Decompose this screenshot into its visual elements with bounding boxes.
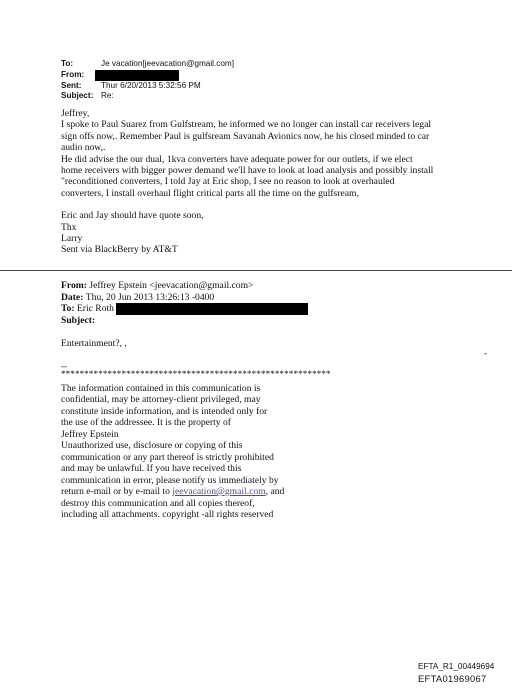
subject-value: Re: (101, 91, 114, 101)
signature-separator: -- (61, 361, 67, 371)
disclaimer-line: the use of the addressee. It is the property of (61, 417, 231, 429)
disclaimer-line: confidential, may be attorney-client privileged, may (61, 394, 261, 406)
date-value: Thu, 20 Jun 2013 13:26:13 -0400 (85, 291, 215, 303)
subject-row (61, 91, 234, 102)
closing-line: Thx (61, 221, 77, 233)
to-value: Eric Roth (76, 303, 114, 315)
date-row (61, 292, 308, 304)
body-line: I spoke to Paul Suarez from Gulfstream, he informed we no longer can install car receivers legal (61, 119, 432, 131)
body-line: converters, I install overhaul flight critical parts all the time on the gulfsream, (61, 187, 359, 199)
disclaimer-line: communication in error, please notify us immediately by (61, 474, 279, 486)
disclaimer-line: including all attachments. copyright -all rights reserved (61, 508, 274, 520)
from-row (61, 280, 308, 292)
sent-value: Thur 6/20/2013 5:32:56 PM (101, 80, 201, 90)
body-line: "reconditioned converters, I told Jay at Eric shop, I see no reason to look at overhauled (61, 176, 395, 188)
sent-row (61, 81, 234, 92)
closing-line: Larry (61, 233, 83, 245)
from-label: From: (61, 69, 85, 79)
stray-mark: - (484, 348, 487, 358)
to-label: To: (61, 59, 74, 68)
subject-row (61, 315, 308, 327)
to-row (61, 303, 308, 315)
disclaimer-line: The information contained in this communication is (61, 383, 261, 394)
email-header-reply (61, 59, 234, 102)
date-label: Date: (61, 291, 84, 303)
disclaimer-line: constitute inside information, and is intended only for (61, 405, 268, 417)
body-line: audio now,. (61, 142, 106, 154)
closing-line: Eric and Jay should have quote soon, (61, 210, 204, 222)
body-line: home receivers with bigger power demand we'll have to look at load analysis and possibly install (61, 165, 434, 177)
email-link[interactable]: jeevacation@gmail.com (172, 486, 266, 498)
disclaimer-text: , and (265, 486, 285, 498)
reply-body (61, 108, 481, 256)
from-value: Jeffrey Epstein <jeevacation@gmail.com> (89, 280, 254, 291)
body-line: sign offs now,. Remember Paul is gulfsream Savanah Avionics now, he his closed minded to car (61, 130, 430, 142)
from-row (61, 70, 234, 81)
bates-number-secondary: EFTA01969067 (418, 673, 487, 684)
redaction-bar (116, 303, 308, 315)
disclaimer (61, 383, 284, 520)
divider (0, 270, 512, 271)
closing-line: Sent via BlackBerry by AT&T (61, 244, 178, 256)
subject-label: Subject: (61, 315, 96, 327)
email-header-original (61, 280, 308, 327)
subject-label: Subject: (61, 91, 94, 101)
disclaimer-line (61, 486, 284, 497)
bates-number-primary: EFTA_R1_00449694 (418, 662, 495, 671)
to-row (61, 59, 234, 70)
greeting: Jeffrey, (61, 108, 90, 119)
to-label: To: (61, 303, 75, 315)
redaction-bar (95, 70, 179, 81)
disclaimer-text: return e-mail or by e-mail to (61, 486, 173, 498)
body-line: He did advise the our dual, 1kva converters have adequate power for our outlets, if we elect (61, 153, 413, 165)
asterisk-rule: ********************************************************** (61, 369, 331, 379)
disclaimer-line: Unauthorized use, disclosure or copying of this (61, 440, 243, 452)
disclaimer-line: communication or any part thereof is strictly prohibited (61, 451, 274, 463)
to-value: Je vacation[jeevacation@gmail.com] (101, 59, 235, 68)
original-body: Entertainment?, , (61, 338, 127, 349)
from-label: From: (61, 280, 87, 291)
disclaimer-line: destroy this communication and all copies thereof, (61, 497, 255, 509)
sent-label: Sent: (61, 80, 82, 90)
disclaimer-line: and may be unlawful. If you have received this (61, 463, 242, 475)
disclaimer-line: Jeffrey Epstein (61, 428, 119, 440)
